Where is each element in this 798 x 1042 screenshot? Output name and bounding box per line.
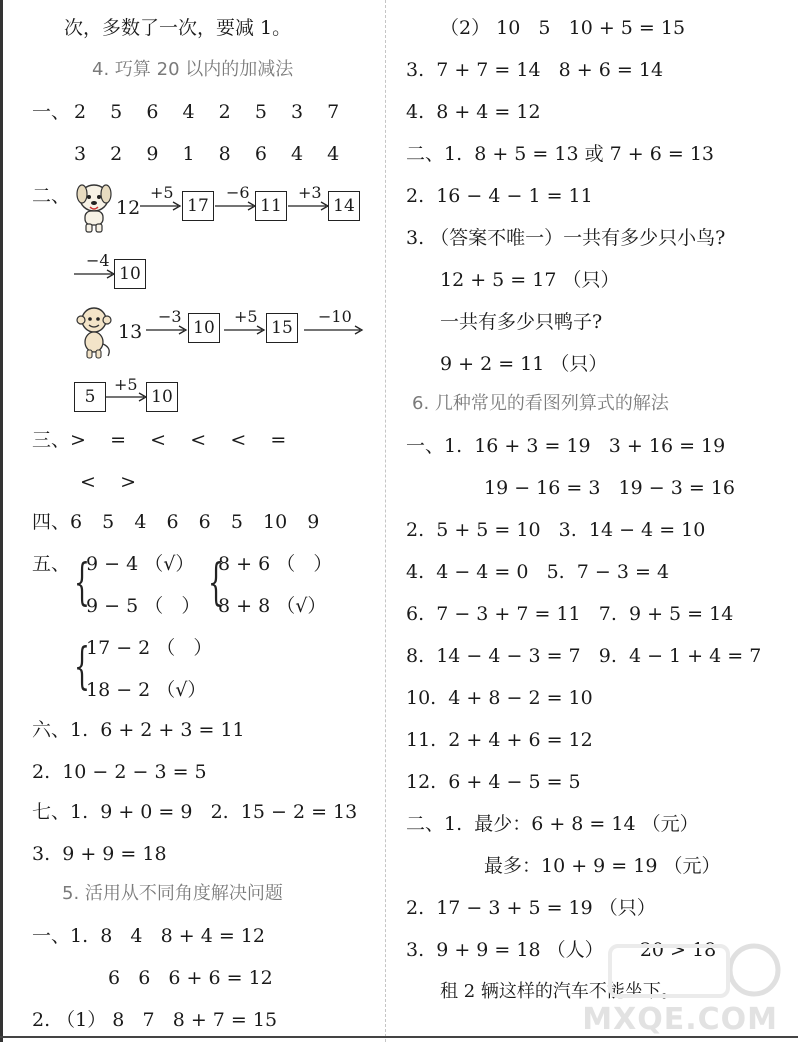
arrow-icon: [140, 200, 182, 212]
answer-row: 四、6 5 4 6 6 5 10 9: [32, 511, 320, 533]
choice-line: 18 − 2 （√）: [86, 679, 207, 701]
choice-line: 9 − 4 （√）: [86, 553, 195, 575]
section-heading-5: 5. 活用从不同角度解决问题: [62, 883, 283, 904]
answer-row: （2） 10 5 10 + 5 = 15: [440, 17, 686, 39]
choice-line: 8 + 8 （√）: [218, 595, 327, 617]
operation-label: +3: [298, 183, 322, 202]
answer-box: 5: [74, 382, 106, 412]
answer-row: 11. 2 + 4 + 6 = 12: [406, 729, 593, 751]
answer-row: 六、1. 6 + 2 + 3 = 11: [32, 719, 245, 741]
brace-icon: {: [208, 553, 224, 611]
answer-row: 3 2 9 1 8 6 4 4: [74, 143, 340, 165]
puppy-icon: [74, 180, 114, 236]
answer-row: 4. 4 − 4 = 0 5. 7 − 3 = 4: [406, 561, 670, 583]
operation-label: +5: [150, 183, 174, 202]
brace-icon: {: [74, 553, 90, 611]
answer-row: 12 + 5 = 17 （只）: [440, 269, 620, 291]
answer-box: 10: [114, 259, 146, 289]
answer-row: 租 2 辆这样的汽车不能坐下。: [440, 981, 679, 1002]
choice-line: 9 − 5 （ ）: [86, 595, 201, 617]
answer-row: 一、1. 8 4 8 + 4 = 12: [32, 925, 265, 947]
answer-row: 七、1. 9 + 0 = 9 2. 15 − 2 = 13: [32, 801, 358, 823]
arrow-icon: [288, 200, 330, 212]
answer-row: < >: [80, 471, 136, 493]
operation-label: −4: [86, 251, 110, 270]
answer-row: 二、1. 最少：6 + 8 = 14 （元）: [406, 813, 699, 835]
answer-row: 2. 5 + 5 = 10 3. 14 − 4 = 10: [406, 519, 706, 541]
answer-row: 2. 17 − 3 + 5 = 19 （只）: [406, 897, 656, 919]
answer-box: 10: [188, 313, 220, 343]
operation-label: +5: [234, 307, 258, 326]
answer-row: 一共有多少只鸭子?: [440, 311, 603, 333]
arrow-icon: [146, 324, 188, 336]
section-heading-4: 4. 巧算 20 以内的加减法: [92, 59, 294, 80]
arrow-icon: [106, 391, 148, 403]
operation-label: −3: [158, 307, 182, 326]
page-edge: [0, 0, 3, 1042]
choice-line: 17 − 2 （ ）: [86, 637, 213, 659]
answer-row: 6 6 6 + 6 = 12: [108, 967, 273, 989]
brace-icon: {: [74, 637, 90, 695]
answer-row: 8. 14 − 4 − 3 = 7 9. 4 − 1 + 4 = 7: [406, 645, 762, 667]
answer-row: 三、> = < < < =: [32, 429, 287, 451]
arrow-icon: [215, 200, 257, 212]
answer-row: 3. 7 + 7 = 14 8 + 6 = 14: [406, 59, 664, 81]
answer-row: 2. （1） 8 7 8 + 7 = 15: [32, 1009, 278, 1031]
watermark-text: MXQE.COM: [582, 1002, 778, 1037]
operation-label: +5: [114, 375, 138, 394]
answer-row: 3. （答案不唯一）一共有多少只小鸟?: [406, 227, 726, 249]
operation-label: −6: [226, 183, 250, 202]
answer-row: 3. 9 + 9 = 18: [32, 843, 167, 865]
answer-box: 14: [328, 191, 360, 221]
answer-row: 6. 7 − 3 + 7 = 11 7. 9 + 5 = 14: [406, 603, 734, 625]
answer-row: 2. 10 − 2 − 3 = 5: [32, 761, 207, 783]
operation-label: −10: [318, 307, 352, 326]
answer-row: 4. 8 + 4 = 12: [406, 101, 541, 123]
answer-box: 17: [182, 191, 214, 221]
column-divider: [385, 0, 386, 1042]
text-line: 次，多数了一次，要减 1。: [64, 17, 292, 39]
answer-label-er: 二、: [32, 185, 71, 207]
answer-row: 3. 9 + 9 = 18 （人） 20 > 18: [406, 939, 717, 961]
monkey-icon: [74, 304, 114, 360]
chain-start: 12: [116, 197, 141, 219]
answer-row: 9 + 2 = 11 （只）: [440, 353, 608, 375]
answer-box: 15: [266, 313, 298, 343]
section-heading-6: 6. 几种常见的看图列算式的解法: [412, 393, 669, 414]
answer-row: 最多：10 + 9 = 19 （元）: [484, 855, 721, 877]
arrow-icon: [224, 324, 266, 336]
answer-box: 10: [146, 382, 178, 412]
choice-line: 8 + 6 （ ）: [218, 553, 333, 575]
answer-row: 一、1. 16 + 3 = 19 3 + 16 = 19: [406, 435, 726, 457]
answer-label-yi: 一、: [32, 101, 71, 123]
answer-row: 二、1. 8 + 5 = 13 或 7 + 6 = 13: [406, 143, 714, 165]
answer-row: 2. 16 − 4 − 1 = 11: [406, 185, 593, 207]
answer-label-wu: 五、: [32, 553, 71, 575]
arrow-icon: [74, 268, 116, 280]
answer-row: 12. 6 + 4 − 5 = 5: [406, 771, 581, 793]
answer-box: 11: [255, 191, 287, 221]
answer-row: 2 5 6 4 2 5 3 7: [74, 101, 340, 123]
arrow-icon: [304, 324, 366, 336]
chain-start: 13: [118, 321, 143, 343]
answer-row: 19 − 16 = 3 19 − 3 = 16: [484, 477, 735, 499]
answer-row: 10. 4 + 8 − 2 = 10: [406, 687, 593, 709]
